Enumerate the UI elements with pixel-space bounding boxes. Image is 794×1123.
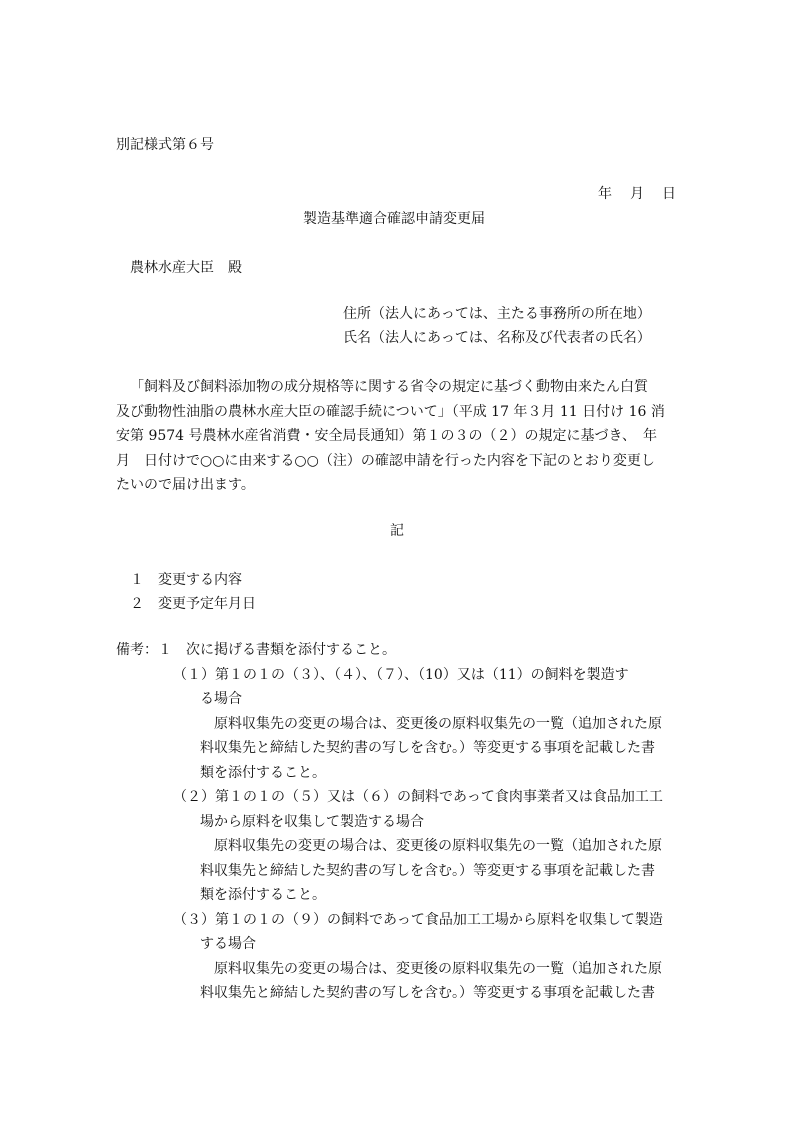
body-line: 月 日付けで○○に由来する○○（注）の確認申請を行った内容を下記のとおり変更し: [116, 453, 655, 469]
remarks-label: 備考：１ 次に掲げる書類を添付すること。: [116, 642, 396, 658]
form-number: 別記様式第６号: [116, 137, 214, 153]
note-heading-line: （２）第１の１の（５）又は（６）の飼料であって食肉事業者又は食品加工工: [173, 789, 663, 805]
applicant-address: 住所（法人にあっては、主たる事務所の所在地）: [343, 306, 651, 322]
note-text-line: 料収集先と締結した契約書の写しを含む。）等変更する事項を記載した書: [200, 985, 655, 1001]
body-line: 安第 9574 号農林水産省消費・安全局長通知）第１の３の（２）の規定に基づき、 年: [116, 428, 657, 444]
item-2: ２ 変更予定年月日: [130, 596, 256, 612]
ki-heading: 記: [390, 523, 404, 539]
body-line: 「飼料及び飼料添加物の成分規格等に関する省令の規定に基づく動物由来たん白質: [130, 379, 648, 395]
note-text-line: 類を添付すること。: [200, 765, 326, 781]
date-line: 年 月 日: [598, 186, 678, 202]
note-heading-line: （１）第１の１の（３）、（４）、（７）、（10）又は（11）の飼料を製造す: [173, 667, 629, 683]
document-title: 製造基準適合確認申請変更届: [303, 211, 485, 227]
note-text-line: 料収集先と締結した契約書の写しを含む。）等変更する事項を記載した書: [200, 863, 655, 879]
body-line: 及び動物性油脂の農林水産大臣の確認手続について」（平成 17 年３月 11 日付け 16 消: [116, 404, 665, 420]
note-heading-line: （３）第１の１の（９）の飼料であって食品加工工場から原料を収集して製造: [173, 912, 663, 928]
body-line: たいので届け出ます。: [116, 477, 255, 493]
addressee: 農林水産大臣 殿: [130, 260, 242, 276]
note-text-line: 原料収集先の変更の場合は、変更後の原料収集先の一覧（追加された原: [214, 838, 662, 854]
note-text-line: 原料収集先の変更の場合は、変更後の原料収集先の一覧（追加された原: [214, 961, 662, 977]
note-text-line: 原料収集先の変更の場合は、変更後の原料収集先の一覧（追加された原: [214, 716, 662, 732]
applicant-name: 氏名（法人にあっては、名称及び代表者の氏名）: [343, 330, 651, 346]
note-heading-line: する場合: [200, 936, 256, 952]
note-text-line: 料収集先と締結した契約書の写しを含む。）等変更する事項を記載した書: [200, 740, 655, 756]
note-heading-line: 場から原料を収集して製造する場合: [200, 814, 424, 830]
note-text-line: 類を添付すること。: [200, 887, 326, 903]
note-heading-line: る場合: [200, 691, 242, 707]
item-1: １ 変更する内容: [130, 572, 242, 588]
